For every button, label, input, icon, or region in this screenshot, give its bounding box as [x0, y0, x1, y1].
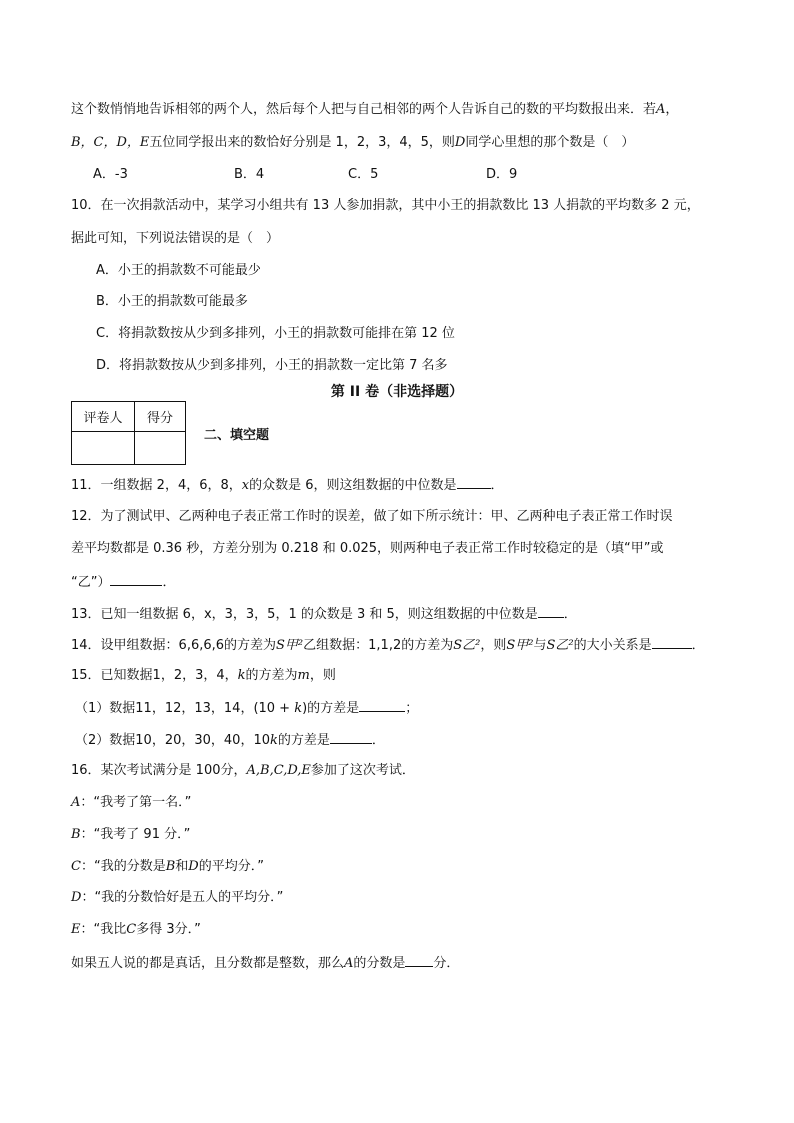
- reviewer-cell[interactable]: [72, 432, 135, 465]
- q10-option-d[interactable]: D．将捐款数按从少到多排列，小王的捐款数一定比第 7 名多: [96, 358, 448, 373]
- q11: 11．一组数据 2，4，6，8，x的众数是 6，则这组数据的中位数是 ．: [71, 475, 504, 495]
- q9-option-d[interactable]: D．9: [486, 167, 518, 182]
- q16-last: 如果五人说的都是真话，且分数都是整数，那么A的分数是 分．: [71, 953, 459, 973]
- grader-table: [71, 401, 186, 465]
- q9-line1: 这个数悄悄地告诉相邻的两个人，然后每个人把与自己相邻的两个人告诉自己的数的平均数报出来．若A，: [71, 102, 679, 117]
- q11-answer-blank[interactable]: [457, 475, 491, 489]
- q10-line1: 10．在一次捐款活动中，某学习小组共有 13 人参加捐款，其中小王的捐款数比 13 人捐款的平均数多 2 元，: [71, 198, 700, 213]
- q12-line3: “乙”） ．: [71, 572, 176, 592]
- q10-option-c[interactable]: C．将捐款数按从少到多排列，小王的捐款数可能排在第 12 位: [96, 326, 455, 341]
- q9-option-c[interactable]: C．5: [348, 167, 379, 182]
- q16-line1: 16．某次考试满分是 100分，A,B,C,D,E参加了这次考试．: [71, 763, 415, 778]
- q12-answer-blank[interactable]: [110, 572, 162, 586]
- q16-statement-d: D：“我的分数恰好是五人的平均分．”: [71, 890, 284, 905]
- q14-answer-blank[interactable]: [652, 635, 692, 649]
- score-cell[interactable]: [135, 432, 186, 465]
- q16-statement-e: E：“我比C多得 3分．”: [71, 922, 201, 937]
- q12-line1: 12．为了测试甲、乙两种电子表正常工作时的误差，做了如下所示统计：甲、乙两种电子表正常工作时误: [71, 509, 673, 524]
- q16-answer-blank[interactable]: [405, 953, 433, 967]
- q10-line2: 据此可知，下列说法错误的是（ ）: [71, 231, 280, 246]
- q15-sub1-answer-blank[interactable]: [359, 698, 405, 712]
- q15-sub2: （2）数据10，20，30，40，10k的方差是 ．: [75, 730, 385, 750]
- part2-title: 第 II 卷（非选择题）: [330, 384, 464, 400]
- q15: 15．已知数据1，2，3，4，k的方差为m，则: [71, 668, 336, 683]
- q9-line2: B，C，D，E五位同学报出来的数恰好分别是 1，2，3，4，5，则D同学心里想的那个数是（ ）: [71, 135, 635, 150]
- q10-option-b[interactable]: B．小王的捐款数可能最多: [96, 294, 248, 309]
- q10-option-a[interactable]: A．小王的捐款数不可能最少: [96, 263, 261, 278]
- q13-answer-blank[interactable]: [538, 604, 564, 618]
- q15-sub1: （1）数据11，12，13，14，(10 + k)的方差是 ；: [75, 698, 418, 718]
- q13: 13．已知一组数据 6，x，3，3，5，1 的众数是 3 和 5，则这组数据的中位数是 ．: [71, 604, 577, 624]
- q16-statement-b: B：“我考了 91 分．”: [71, 827, 191, 842]
- q9-option-b[interactable]: B．4: [234, 167, 265, 182]
- q12-line2: 差平均数都是 0.36 秒，方差分别为 0.218 和 0.025，则两种电子表正常工作时较稳定的是（填“甲”或: [71, 541, 664, 556]
- q16-statement-a: A：“我考了第一名．”: [71, 795, 192, 810]
- section-heading: 二、填空题: [204, 428, 270, 443]
- q14: 14．设甲组数据：6,6,6,6的方差为S甲²乙组数据：1,1,2的方差为S乙²，则S甲²与S乙²的大小关系是 ．: [71, 635, 705, 655]
- q15-sub2-answer-blank[interactable]: [330, 730, 372, 744]
- q16-statement-c: C：“我的分数是B和D的平均分．”: [71, 859, 264, 874]
- score-header: 得分: [135, 402, 186, 432]
- q9-option-a[interactable]: A．-3: [93, 167, 128, 182]
- reviewer-header: 评卷人: [72, 402, 135, 432]
